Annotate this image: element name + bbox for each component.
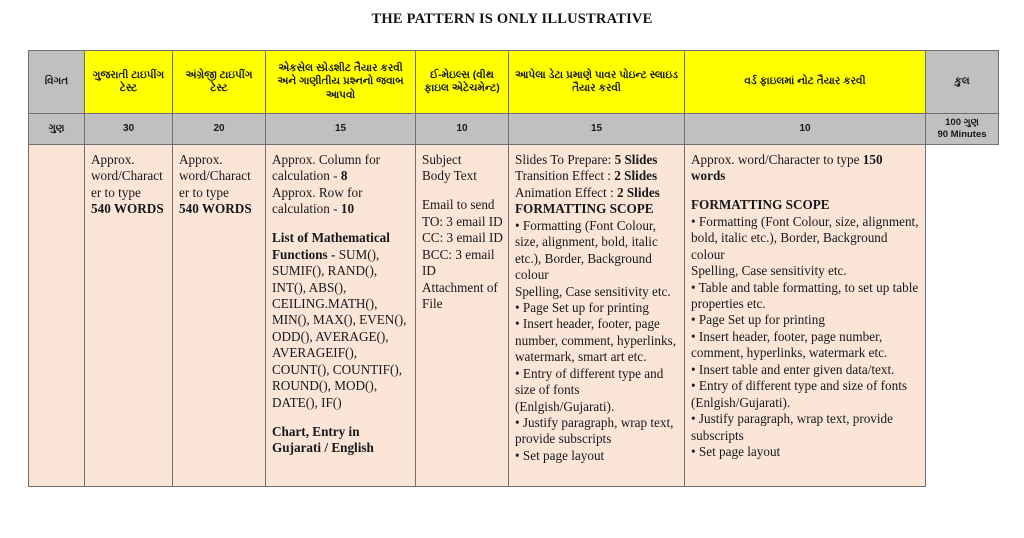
ppt-point: Spelling, Case sensitivity etc. [515,283,671,299]
excel-rows-line [272,185,410,218]
marks-emails: 10 [416,114,509,145]
total-time-value: 90 Minutes [937,129,987,140]
header-gujarati-typing: ગુજરાતી ટાઇપીંગ ટેસ્ટ [85,51,173,114]
email-bcc: BCC: 3 email ID [422,246,495,279]
ppt-point: • Entry of different type and size of fonts (Enlgish/Gujarati). [515,365,664,414]
body-powerpoint [509,145,685,487]
email-attachment: Attachment of File [422,279,498,312]
table-marks-row [29,114,999,145]
body-excel [266,145,416,487]
gujarati-approx-line2: er to type [91,184,141,200]
excel-rows-label: Approx. Row for calculation - [272,184,363,217]
excel-columns-line [272,152,410,185]
marks-total [926,114,999,145]
english-word-count: 540 WORDS [179,201,252,217]
excel-spacer-1 [272,218,410,231]
body-emails [416,145,509,487]
excel-columns-value: 8 [340,168,348,184]
ppt-animation-line [515,185,679,201]
word-point: • Insert table and enter given data/text. [691,361,895,377]
excel-rows-value: 10 [340,201,355,217]
ppt-point: • Formatting (Font Colour, size, alignment, bold, italic etc.), Border, Background colour [515,217,658,283]
marks-label: ગુણ [29,114,85,145]
email-subject: Subject [422,152,462,167]
body-gujarati-typing [85,145,173,487]
word-point: • Formatting (Font Colour, size, alignment, bold, italic etc.), Border, Background colour [691,213,919,262]
email-to: TO: 3 email ID [422,213,503,229]
ppt-point: • Insert header, footer, page number, comment, hyperlinks, watermark, smart art etc. [515,316,676,365]
ppt-scope-heading [515,201,679,217]
table-body-row [29,145,999,487]
header-total: કુલ [926,51,999,114]
excel-columns-label: Approx. Column for calculation - [272,152,381,184]
ppt-transition-line [515,168,679,184]
email-to-send: Email to send [422,197,495,213]
body-particulars [29,145,85,487]
marks-gujarati-typing: 30 [85,114,173,145]
ppt-point: • Justify paragraph, wrap text, provide subscripts [515,415,674,447]
marks-english-typing: 20 [173,114,266,145]
word-approx-line [691,152,920,185]
excel-functions-list: SUM(), SUMIF(), RAND(), INT(), ABS(), CEILING.MATH(), MIN(), MAX(), EVEN(), ODD(), AVERAGE(), AVERAGEIF(), COUNT(), COUNTIF(), ROUND(), MOD(), DATE(), IF() [272,246,407,410]
ppt-scope-heading-text: FORMATTING SCOPE [515,201,654,217]
header-word: વર્ડ ફાઇલમાં નોટ તૈયાર કરવી [685,51,926,114]
marks-word: 10 [685,114,926,145]
word-point: • Justify paragraph, wrap text, provide subscripts [691,411,894,443]
ppt-animation-label: Animation Effect : [515,184,614,200]
header-emails: ઈ-મેઇલ્સ (વીથ ફાઇલ એટેચમેન્ટ) [416,51,509,114]
word-approx-label: Approx. word/Character to type [691,152,860,167]
excel-spacer-2 [272,411,410,424]
word-spacer [691,185,920,198]
marks-excel: 15 [266,114,416,145]
word-scope-heading-text: FORMATTING SCOPE [691,197,830,213]
marks-powerpoint: 15 [509,114,685,145]
word-point: • Set page layout [691,443,781,459]
ppt-animation-value: 2 Slides [616,184,660,200]
english-approx-line1: Approx. word/Charact [179,152,251,184]
header-particulars: વિગત [29,51,85,114]
excel-functions-line [272,230,410,411]
ppt-point: • Page Set up for printing [515,299,649,315]
table-header-row [29,51,999,114]
english-approx-line2: er to type [179,184,229,200]
word-point: Spelling, Case sensitivity etc. [691,263,847,279]
ppt-slides-line [515,152,679,168]
word-point: • Table and table formatting, to set up table properties etc. [691,279,919,312]
ppt-slides-label: Slides To Prepare: [515,152,612,167]
header-powerpoint: આપેલા ડેટા પ્રમાણે પાવર પોઇન્ટ સ્લાઇડ તૈયાર કરવી [509,51,685,114]
body-total-empty [926,145,999,487]
word-point: • Insert header, footer, page number, comment, hyperlinks, watermark etc. [691,328,888,361]
header-excel: એકસેલ સ્પ્રેડશીટ તૈયાર કરવી અને ગાણીતીય પ્રશ્નનો જવાબ આપવો [266,51,416,114]
email-spacer [422,185,503,198]
email-body-text: Body Text [422,168,477,184]
gujarati-word-count: 540 WORDS [91,201,164,217]
word-point: • Page Set up for printing [691,312,825,328]
body-english-typing [173,145,266,487]
body-word [685,145,926,487]
email-cc: CC: 3 email ID [422,230,503,246]
word-approx-value: 150 words [691,152,883,184]
exam-pattern-table [28,50,999,487]
page-title: THE PATTERN IS ONLY ILLUSTRATIVE [371,11,653,27]
gujarati-approx-line1: Approx. word/Charact [91,152,163,184]
ppt-transition-label: Transition Effect : [515,168,611,184]
excel-functions-heading: List of Mathematical Functions - [272,230,390,262]
ppt-slides-value: 5 Slides [614,152,658,167]
ppt-transition-value: 2 Slides [614,168,658,184]
word-scope-heading [691,197,920,213]
ppt-point: • Set page layout [515,447,605,463]
header-english-typing: અંગ્રેજી ટાઇપીંગ ટેસ્ટ [173,51,266,114]
excel-footer-text: Chart, Entry in Gujarati / English [272,423,374,456]
word-point: • Entry of different type and size of fonts (Enlgish/Gujarati). [691,378,908,410]
total-marks-value: 100 ગુણ [945,117,979,129]
excel-footer [272,424,410,457]
